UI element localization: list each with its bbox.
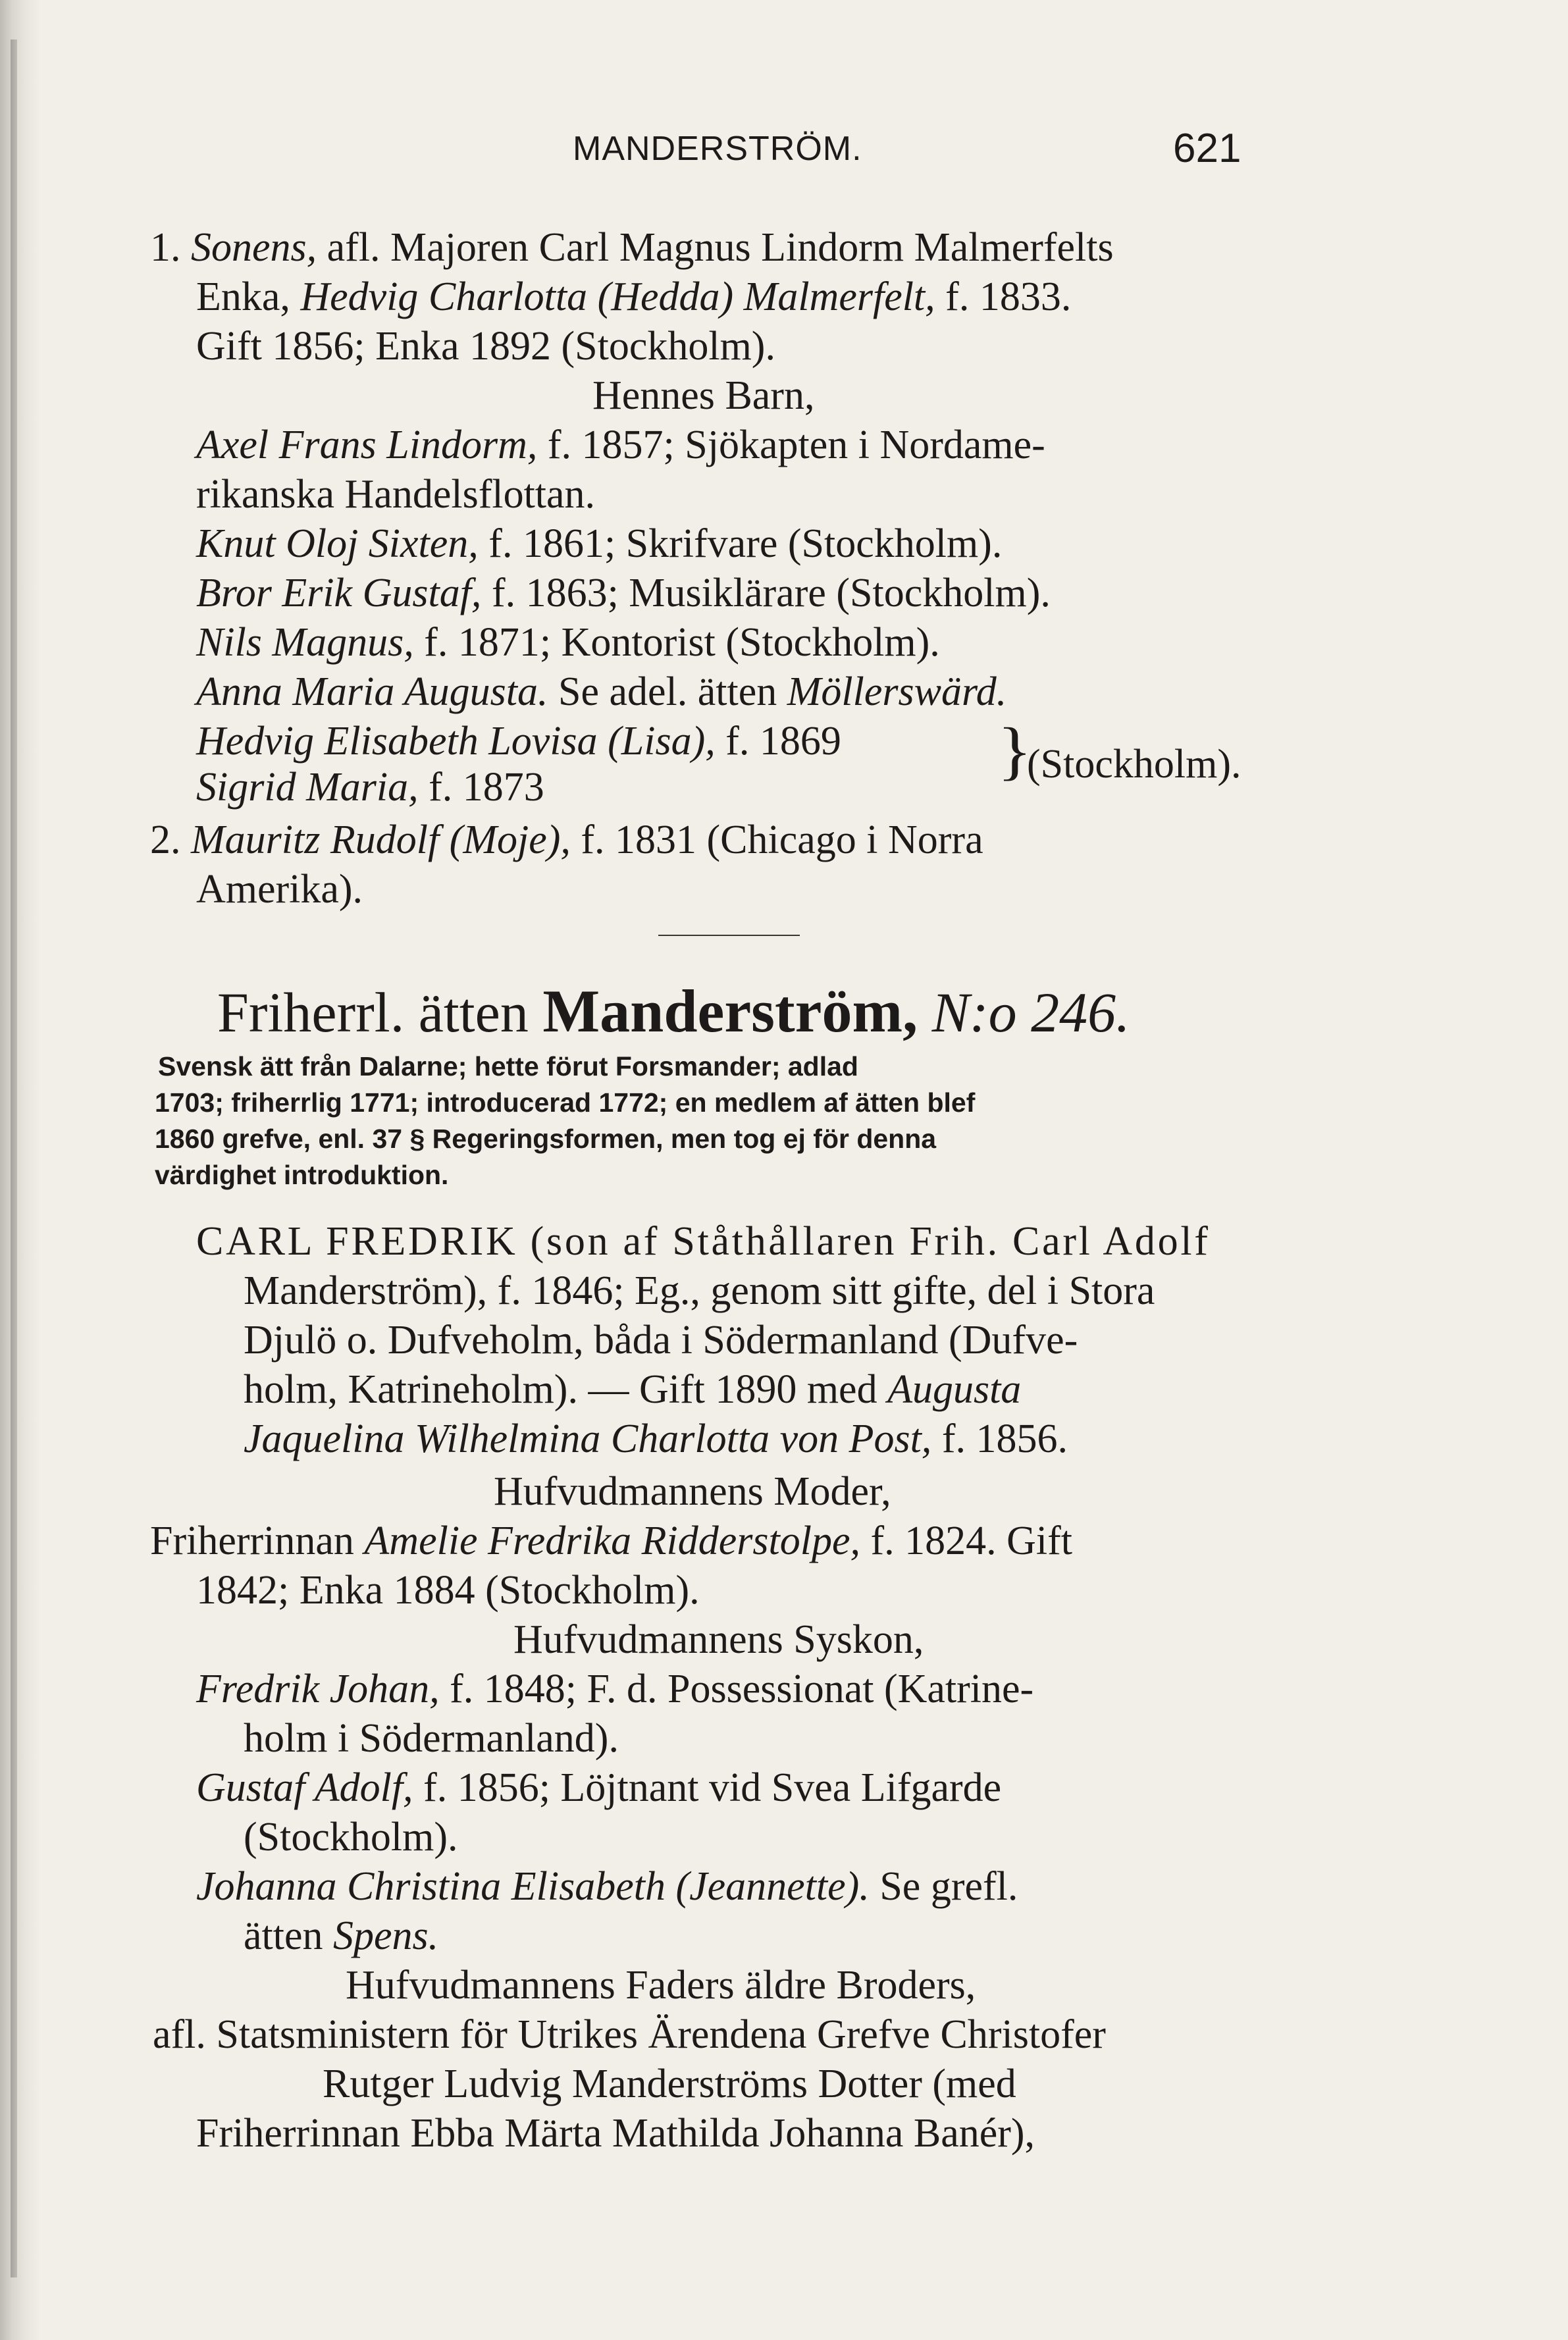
brace-glyph: } bbox=[997, 714, 1032, 787]
child-nils bbox=[196, 622, 940, 663]
person-name: Hedvig Charlotta (Hedda) Malmerfelt, bbox=[300, 274, 935, 319]
head-line-5 bbox=[244, 1418, 1068, 1459]
person-name: Amelie Fredrika Ridderstolpe, bbox=[364, 1519, 860, 1563]
brace-location: (Stockholm). bbox=[1027, 742, 1241, 787]
child-axel-cont: rikanska Handelsflottan. bbox=[196, 472, 596, 517]
entry-number: 2. bbox=[150, 818, 181, 862]
head-line-4 bbox=[244, 1369, 1021, 1410]
text: f. 1831 (Chicago i Norra bbox=[581, 818, 983, 862]
title-prefix: Friherrl. ätten bbox=[217, 981, 529, 1044]
sibling-fredrik bbox=[196, 1669, 1033, 1709]
sibling-fredrik-cont: holm i Södermanland). bbox=[244, 1716, 619, 1761]
text: f. 1863; Musiklärare (Stockholm). bbox=[491, 571, 1051, 615]
entry-1-term: Sonens, bbox=[191, 225, 317, 270]
intro-line-3: 1860 grefve, enl. 37 § Regeringsformen, men tog ej för denna bbox=[155, 1124, 937, 1154]
book-spine-shadow bbox=[0, 0, 41, 2340]
person-name: Bror Erik Gustaf, bbox=[196, 571, 482, 615]
broder-line-3: Friherrinnan Ebba Märta Mathilda Johanna Banér), bbox=[196, 2111, 1035, 2156]
child-sigrid bbox=[196, 767, 544, 808]
mother-line-1 bbox=[150, 1521, 1072, 1561]
family-name: Spens. bbox=[333, 1913, 439, 1958]
text: f. 1833. bbox=[945, 274, 1072, 319]
sibling-johanna-cont bbox=[244, 1915, 438, 1956]
person-name: Mauritz Rudolf (Moje), bbox=[191, 818, 571, 862]
intro-line-1: Svensk ätt från Dalarne; hette förut Forsmander; adlad bbox=[158, 1051, 858, 1081]
person-name: Gustaf Adolf, bbox=[196, 1765, 413, 1810]
text: f. 1869 bbox=[725, 719, 841, 764]
divider bbox=[658, 935, 800, 936]
head-line-1: CARL FREDRIK (son af Ståthållaren Frih. Carl Adolf bbox=[196, 1219, 1211, 1264]
child-axel bbox=[196, 425, 1045, 465]
text: ätten bbox=[244, 1913, 323, 1958]
child-anna bbox=[196, 671, 1006, 712]
entry-1-text: afl. Majoren Carl Magnus Lindorm Malmerfelts bbox=[327, 225, 1114, 270]
subheading-moder: Hufvudmannens Moder, bbox=[494, 1469, 891, 1514]
entry-1-line-2 bbox=[196, 276, 1071, 317]
text: Friherrinnan bbox=[150, 1519, 354, 1563]
child-bror bbox=[196, 573, 1051, 613]
mother-line-2: 1842; Enka 1884 (Stockholm). bbox=[196, 1568, 700, 1613]
person-name: Axel Frans Lindorm, bbox=[196, 423, 538, 467]
family-name: Möllerswärd. bbox=[787, 669, 1007, 714]
text: f. 1848; F. d. Possessionat (Katrine- bbox=[450, 1667, 1034, 1711]
person-name: Augusta bbox=[887, 1367, 1022, 1412]
broder-line-1: afl. Statsministern för Utrikes Ärendena Grefve Christofer bbox=[153, 2012, 1106, 2057]
binding-edge bbox=[11, 39, 17, 2277]
subheading-faders-broders: Hufvudmannens Faders äldre Broders, bbox=[346, 1963, 976, 2008]
text: f. 1861; Skrifvare (Stockholm). bbox=[488, 521, 1003, 566]
sibling-gustaf bbox=[196, 1767, 1001, 1808]
intro-line-2: 1703; friherrlig 1771; introducerad 1772; en medlem af ätten blef bbox=[155, 1087, 976, 1118]
entry-2-line-1 bbox=[150, 819, 983, 860]
subheading-syskon: Hufvudmannens Syskon, bbox=[513, 1617, 924, 1662]
text: holm, Katrineholm). — Gift 1890 med bbox=[244, 1367, 877, 1412]
person-name: Knut Oloj Sixten, bbox=[196, 521, 479, 566]
title-number: N:o 246. bbox=[931, 981, 1130, 1044]
entry-2-line-2: Amerika). bbox=[196, 867, 363, 912]
person-name: Anna Maria Augusta. bbox=[196, 669, 548, 714]
text: f. 1857; Sjökapten i Nordame- bbox=[547, 423, 1045, 467]
text: f. 1873 bbox=[429, 765, 544, 810]
subheading-hennes-barn: Hennes Barn, bbox=[592, 373, 815, 418]
text: f. 1871; Kontorist (Stockholm). bbox=[424, 620, 940, 665]
text: f. 1856; Löjtnant vid Svea Lifgarde bbox=[423, 1765, 1002, 1810]
person-name: Jaquelina Wilhelmina Charlotta von Post, bbox=[244, 1417, 932, 1461]
entry-1-line-1 bbox=[150, 227, 1114, 268]
family-title bbox=[217, 977, 1130, 1045]
entry-1-line-3: Gift 1856; Enka 1892 (Stockholm). bbox=[196, 324, 775, 369]
broder-line-2: Rutger Ludvig Manderströms Dotter (med bbox=[323, 2062, 1016, 2106]
text: f. 1856. bbox=[941, 1417, 1068, 1461]
text: Se grefl. bbox=[879, 1864, 1018, 1909]
page-number: 621 bbox=[1173, 126, 1241, 171]
title-family-name: Manderström, bbox=[542, 977, 918, 1045]
head-line-3: Djulö o. Dufveholm, båda i Södermanland (Dufve- bbox=[244, 1318, 1078, 1363]
head-line-2: Manderström), f. 1846; Eg., genom sitt gifte, del i Stora bbox=[244, 1268, 1155, 1313]
person-name: Fredrik Johan, bbox=[196, 1667, 440, 1711]
person-name: Sigrid Maria, bbox=[196, 765, 419, 810]
entry-number: 1. bbox=[150, 225, 181, 270]
text: Se adel. ätten bbox=[558, 669, 777, 714]
person-name: Nils Magnus, bbox=[196, 620, 414, 665]
sibling-johanna bbox=[196, 1866, 1018, 1907]
person-name: Hedvig Elisabeth Lovisa (Lisa), bbox=[196, 719, 716, 764]
text: Enka, bbox=[196, 274, 290, 319]
intro-line-4: värdighet introduktion. bbox=[155, 1160, 449, 1190]
child-knut bbox=[196, 523, 1002, 564]
sibling-gustaf-cont: (Stockholm). bbox=[244, 1815, 458, 1859]
child-hedvig bbox=[196, 721, 841, 762]
running-title: MANDERSTRÖM. bbox=[573, 130, 862, 168]
person-name: Johanna Christina Elisabeth (Jeannette). bbox=[196, 1864, 870, 1909]
text: f. 1824. Gift bbox=[870, 1519, 1073, 1563]
